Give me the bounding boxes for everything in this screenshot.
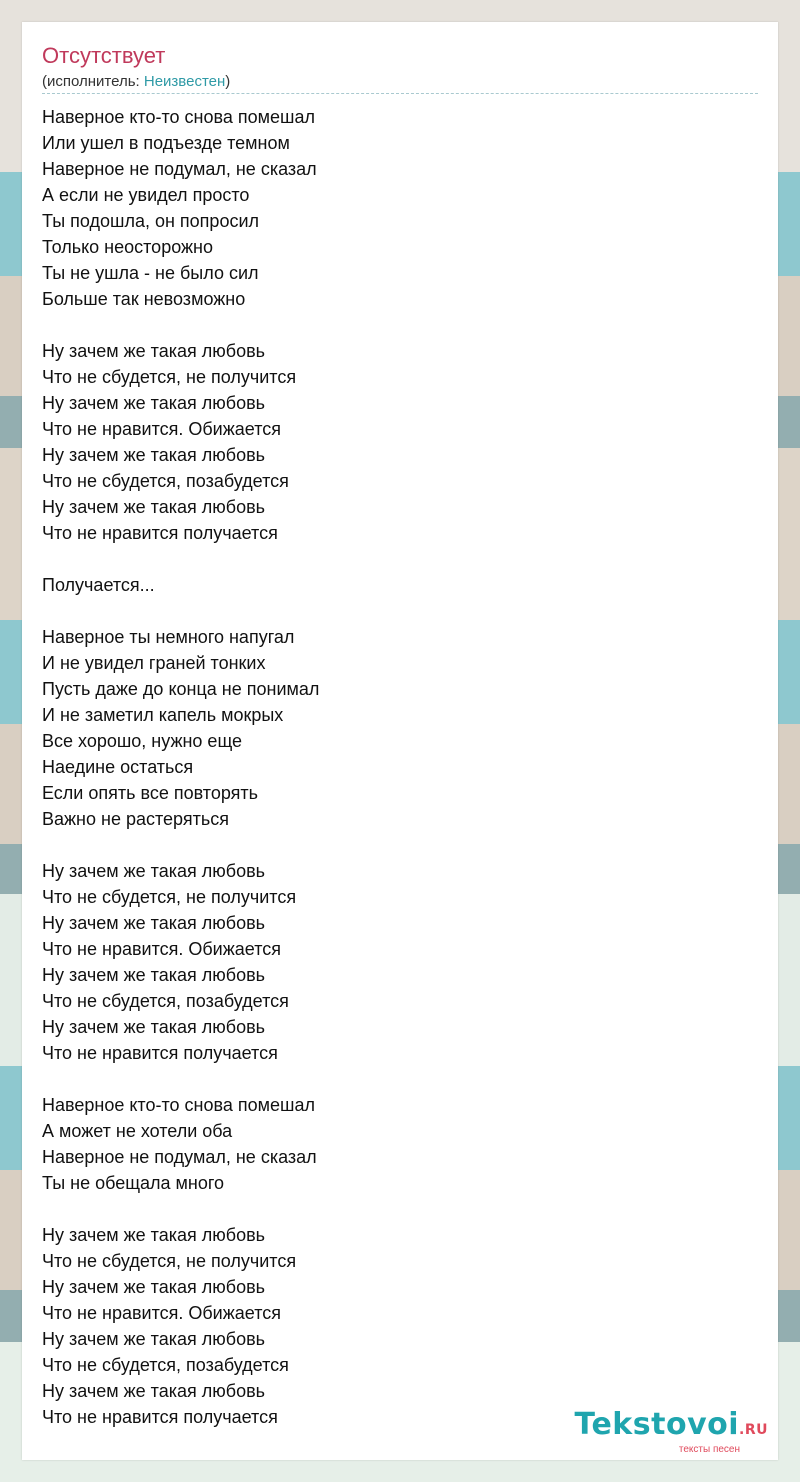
logo-tagline: тексты песен bbox=[678, 1444, 740, 1455]
song-title: Отсутствует bbox=[42, 43, 166, 68]
logo-wordmark bbox=[574, 1408, 768, 1447]
logo-tld: .RU bbox=[739, 1422, 768, 1438]
site-logo[interactable] bbox=[574, 1408, 768, 1456]
lyrics-text: Наверное кто-то снова помешал Или ушел в подъезде темном Наверное не подумал, не сказал А если не увидел просто Ты подошла, он попросил Только неосторожно Ты не ушла - не было сил Больше так невозможно Ну зачем же такая любовь Что не сбудется, не получится Ну зачем же такая любовь Что не нравится. Обижается Ну зачем же такая любовь Что не сбудется, позабудется Ну зачем же такая любовь Что не нравится получается Получается... Наверное ты немного напугал И не увидел граней тонких Пусть даже до конца не понимал И не заметил капель мокрых Все хорошо, нужно еще Наедине остаться Если опять все повторять Важно не растеряться Ну зачем же такая любовь Что не сбудется, не получится Ну зачем же такая любовь Что не нравится. Обижается Ну зачем же такая любовь Что не сбудется, позабудется Ну зачем же такая любовь Что не нравится получается Наверное кто-то снова помешал А может не хотели оба Наверное не подумал, не сказал Ты не обещала много Ну зачем же такая любовь Что не сбудется, не получится Ну зачем же такая любовь Что не нравится. Обижается Ну зачем же такая любовь Что не сбудется, позабудется Ну зачем же такая любовь Что не нравится получается bbox=[42, 107, 320, 1427]
artist-prefix: (исполнитель: bbox=[42, 73, 144, 90]
dashed-divider bbox=[42, 93, 758, 94]
artist-suffix: ) bbox=[225, 73, 231, 90]
logo-name: Tekstovoi bbox=[574, 1407, 740, 1442]
artist-line bbox=[42, 72, 230, 92]
lyrics-card bbox=[22, 22, 778, 1460]
artist-link[interactable]: Неизвестен bbox=[143, 73, 226, 90]
